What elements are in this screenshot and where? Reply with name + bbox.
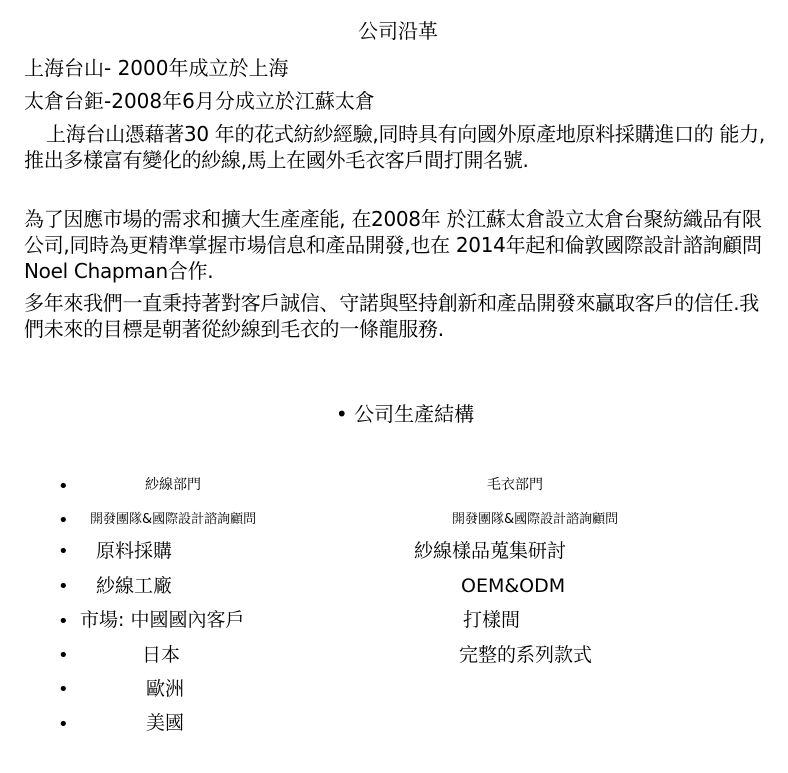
structure-left-market-japan: 日本 [142,644,181,666]
structure-right-department-sweater: 毛衣部門 [487,477,543,493]
paragraph-goal: 多年來我們一直秉持著對客戶誠信、守諾與堅持創新和產品開發來贏取客戶的信任.我們未來的目標是朝著從紗線到毛衣的一條龍服務. [24,291,759,341]
structure-right-oem-odm: OEM&ODM [461,575,566,597]
paragraph-expansion: 為了因應市場的需求和擴大生產產能, 在2008年 於江蘇太倉設立太倉台聚紡織品有限公司,同時為更精準掌握市場信息和產品開發,也在 2014年起和倫敦國際設計諮詢顧問Noel Chapman合作. [24,207,762,283]
history-line-taicang: 太倉台鉅-2008年6月分成立於江蘇太倉 [24,89,375,113]
bullet-marker: • [58,611,69,632]
structure-left-raw-material: 原料採購 [96,540,173,562]
bullet-marker: • [58,714,69,735]
bullet-marker: • [58,576,69,597]
structure-right-collection: 完整的系列款式 [459,644,593,666]
bullet-marker: • [58,510,69,531]
paragraph-experience: 上海台山憑藉著30 年的花式紡紗經驗,同時具有向國外原產地原料採購進口的 能力,推出多樣富有變化的紗線,馬上在國外毛衣客戶間打開名號. [24,122,765,172]
structure-left-department-yarn: 紗線部門 [145,477,201,493]
structure-left-market-europe: 歐洲 [146,678,185,700]
page-title: 公司沿革 [358,19,438,43]
bullet-marker: • [58,541,69,562]
structure-heading: • 公司生產結構 [335,402,475,426]
structure-right-yarn-samples: 紗線樣品蒐集研討 [414,540,567,562]
structure-left-design-team: 開發團隊&國際設計諮詢顧問 [90,512,257,527]
structure-left-market-china: 市場: 中國國內客戶 [80,609,245,631]
history-line-shanghai: 上海台山- 2000年成立於上海 [24,56,289,80]
structure-right-design-team: 開發團隊&國際設計諮詢顧問 [452,512,619,527]
bullet-marker: • [58,679,69,700]
structure-left-yarn-factory: 紗線工廠 [96,575,173,597]
bullet-marker: • [58,645,69,666]
structure-right-sampling-room: 打樣間 [463,609,521,631]
structure-left-market-usa: 美國 [146,712,185,734]
bullet-marker: • [58,476,69,497]
